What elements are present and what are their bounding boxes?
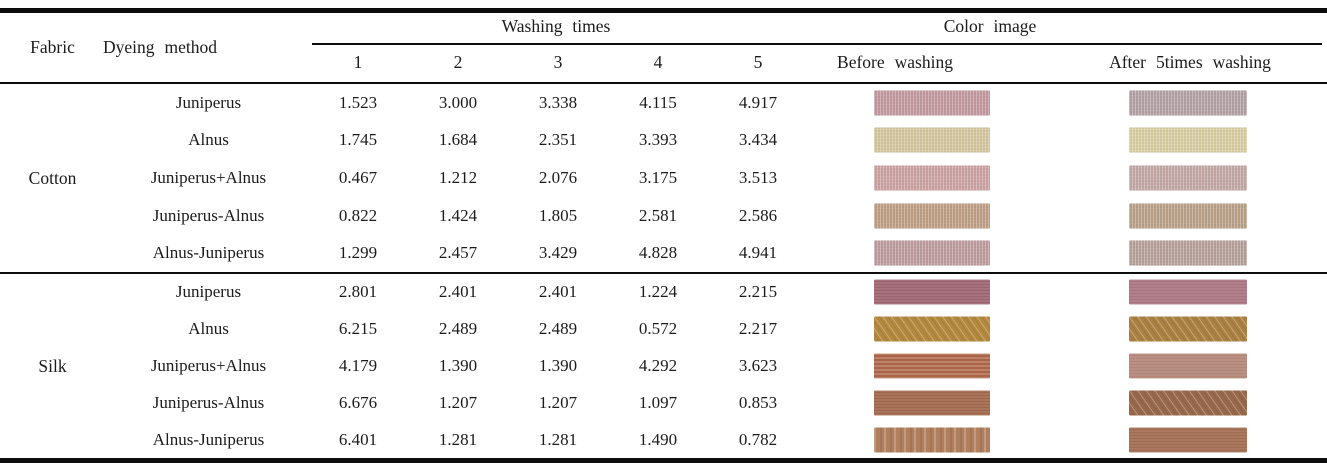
- fabric-label: Cotton: [28, 167, 77, 188]
- table-row: [0, 384, 1327, 421]
- table-row: [0, 311, 1327, 348]
- wash-value-cell: 4.292: [638, 355, 678, 375]
- column-header-fabric: Fabric: [30, 36, 75, 57]
- column-header-wash-2: 2: [453, 52, 463, 72]
- wash-value-cell: 1.281: [538, 429, 578, 449]
- column-header-dyeing-method: Dyeing method: [103, 36, 217, 57]
- fabric-swatch-after-washing: [1129, 390, 1247, 415]
- wash-value-cell: 0.467: [338, 167, 378, 187]
- wash-value-cell: 1.281: [438, 429, 478, 449]
- dyeing-method-cell: Juniperus: [175, 282, 242, 302]
- fabric-swatch-before-washing: [874, 317, 990, 342]
- wash-value-cell: 0.853: [738, 392, 778, 412]
- wash-value-cell: 2.586: [738, 205, 778, 225]
- fabric-swatch-before-washing: [874, 90, 990, 115]
- column-header-before-washing: Before washing: [837, 52, 953, 72]
- wash-value-cell: 3.175: [638, 167, 678, 187]
- wash-value-cell: 3.623: [738, 355, 778, 375]
- dyeing-method-cell: Alnus-Juniperus: [152, 243, 265, 263]
- table-row: [0, 122, 1327, 160]
- wash-value-cell: 1.097: [638, 392, 678, 412]
- fabric-swatch-after-washing: [1129, 165, 1247, 190]
- wash-value-cell: 2.489: [538, 319, 578, 339]
- table-row: [0, 159, 1327, 197]
- fabric-swatch-after-washing: [1129, 128, 1247, 153]
- wash-value-cell: 4.917: [738, 92, 778, 112]
- fabric-swatch-after-washing: [1129, 203, 1247, 228]
- wash-value-cell: 6.676: [338, 392, 378, 412]
- fabric-swatch-after-washing: [1129, 317, 1247, 342]
- wash-value-cell: 2.457: [438, 243, 478, 263]
- table-row: [0, 421, 1327, 458]
- column-header-after-washing: After 5times washing: [1109, 52, 1271, 72]
- wash-value-cell: 4.941: [738, 243, 778, 263]
- wash-value-cell: 4.828: [638, 243, 678, 263]
- table-row: [0, 234, 1327, 272]
- wash-value-cell: 3.513: [738, 167, 778, 187]
- dyeing-method-cell: Juniperus+Alnus: [150, 355, 267, 375]
- fabric-swatch-before-washing: [874, 203, 990, 228]
- wash-value-cell: 4.115: [639, 92, 677, 112]
- dyeing-method-cell: Juniperus-Alnus: [152, 205, 265, 225]
- fabric-swatch-before-washing: [874, 128, 990, 153]
- fabric-swatch-before-washing: [874, 353, 990, 378]
- wash-value-cell: 1.207: [438, 392, 478, 412]
- fabric-swatch-after-washing: [1129, 241, 1247, 266]
- table-row: [0, 84, 1327, 122]
- fabric-swatch-after-washing: [1129, 90, 1247, 115]
- fabric-swatch-before-washing: [874, 390, 990, 415]
- dyeing-method-cell: Alnus: [188, 319, 229, 339]
- wash-value-cell: 0.822: [338, 205, 378, 225]
- column-group-header-washing-times: Washing times: [501, 16, 611, 36]
- wash-value-cell: 6.401: [338, 429, 378, 449]
- fabric-swatch-before-washing: [874, 427, 990, 452]
- column-header-wash-5: 5: [753, 52, 763, 72]
- dyeing-method-cell: Juniperus: [175, 92, 242, 112]
- dyeing-method-cell: Juniperus-Alnus: [152, 392, 265, 412]
- wash-value-cell: 1.684: [438, 130, 478, 150]
- wash-value-cell: 2.489: [438, 319, 478, 339]
- wash-value-cell: 3.000: [438, 92, 478, 112]
- wash-value-cell: 1.207: [538, 392, 578, 412]
- wash-value-cell: 0.572: [638, 319, 678, 339]
- wash-value-cell: 2.351: [538, 130, 578, 150]
- wash-value-cell: 2.076: [538, 167, 578, 187]
- wash-value-cell: 1.224: [638, 282, 678, 302]
- table-row: [0, 348, 1327, 385]
- fabric-swatch-after-washing: [1129, 427, 1247, 452]
- wash-value-cell: 2.801: [338, 282, 378, 302]
- wash-value-cell: 1.390: [438, 355, 478, 375]
- wash-value-cell: 2.401: [438, 282, 478, 302]
- fabric-group-silk: [0, 274, 1327, 458]
- dyeing-method-cell: Juniperus+Alnus: [150, 167, 267, 187]
- dyeing-method-cell: Alnus: [188, 130, 229, 150]
- wash-value-cell: 3.434: [738, 130, 778, 150]
- column-header-wash-1: 1: [353, 52, 363, 72]
- column-header-wash-4: 4: [653, 52, 663, 72]
- wash-value-cell: 2.581: [638, 205, 678, 225]
- fabric-swatch-after-washing: [1129, 280, 1247, 305]
- wash-value-cell: 3.429: [538, 243, 578, 263]
- fabric-swatch-before-washing: [874, 241, 990, 266]
- wash-value-cell: 2.217: [738, 319, 778, 339]
- wash-value-cell: 3.393: [638, 130, 678, 150]
- wash-value-cell: 1.805: [538, 205, 578, 225]
- wash-value-cell: 1.424: [438, 205, 478, 225]
- dyeing-method-cell: Alnus-Juniperus: [152, 429, 265, 449]
- table-row: [0, 197, 1327, 235]
- wash-value-cell: 0.782: [738, 429, 778, 449]
- fabric-label: Silk: [38, 355, 67, 376]
- fabric-swatch-after-washing: [1129, 353, 1247, 378]
- wash-value-cell: 4.179: [338, 355, 378, 375]
- fabric-swatch-before-washing: [874, 165, 990, 190]
- table-row: [0, 274, 1327, 311]
- fabric-swatch-before-washing: [874, 280, 990, 305]
- wash-value-cell: 6.215: [338, 319, 378, 339]
- wash-value-cell: 1.523: [338, 92, 378, 112]
- column-header-wash-3: 3: [553, 52, 563, 72]
- wash-value-cell: 1.299: [338, 243, 378, 263]
- wash-value-cell: 2.215: [738, 282, 778, 302]
- wash-value-cell: 1.745: [338, 130, 378, 150]
- wash-value-cell: 1.490: [638, 429, 678, 449]
- table-bottom-rule: [0, 458, 1327, 463]
- wash-value-cell: 3.338: [538, 92, 578, 112]
- column-group-header-color-image: Color image: [943, 16, 1037, 36]
- wash-value-cell: 1.212: [438, 167, 478, 187]
- wash-value-cell: 2.401: [538, 282, 578, 302]
- fabric-group-cotton: [0, 84, 1327, 272]
- wash-value-cell: 1.390: [538, 355, 578, 375]
